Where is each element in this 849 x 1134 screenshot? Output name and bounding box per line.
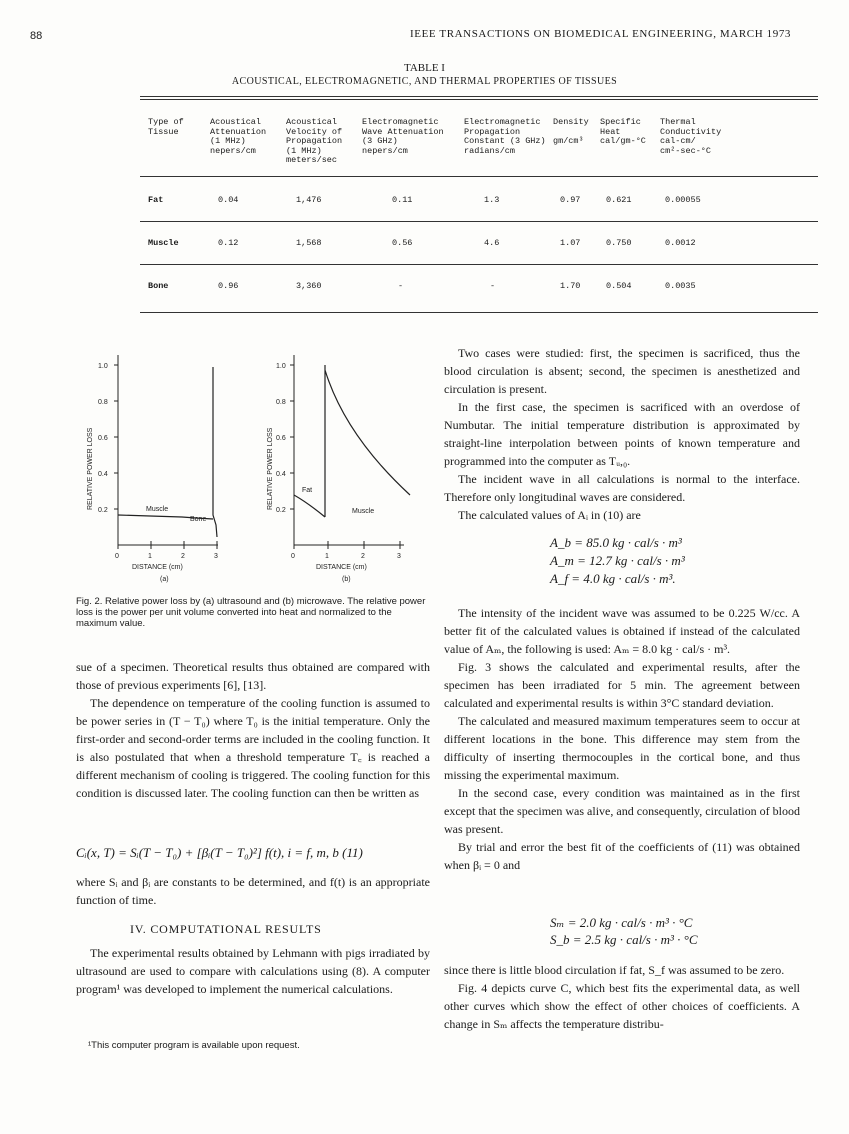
equation-sb: S_b = 2.5 kg · cal/s · m³ · °C [550,932,698,947]
paragraph: The experimental results obtained by Lehmann with pigs irradiated by ultrasound are used to compare with calculations using (8). A computer program¹ was developed to implement the numerical calculations. [76,946,430,996]
y-tick-label: 0.8 [98,399,108,406]
paragraph: The incident wave in all calculations is normal to the interface. Therefore only longitudinal waves are considered. [444,472,800,504]
right-column [444,344,800,524]
y-tick-label: 0.2 [98,507,108,514]
panel-b-label: (b) [342,576,351,583]
paragraph: Fig. 3 shows the calculated and experimental results, after the specimen has been irradiated for 5 min. The agreement between calculated and experimental results is within 3°C standard deviation. [444,660,800,710]
paragraph: The calculated values of Aᵢ in (10) are [458,508,641,522]
row-cell: 0.11 [392,195,413,205]
row-cell: 0.0012 [665,238,696,248]
col-header-specific-heat: Specific Heat cal/gm-°C [600,117,646,146]
row-cell: 1.07 [560,238,581,248]
panel-b-fat-curve [294,495,325,517]
paragraph: since there is little blood circulation if fat, S_f was assumed to be zero. [444,963,785,977]
row-cell: 4.6 [484,238,500,248]
equation-sm: Sₘ = 2.0 kg · cal/s · m³ · °C [550,915,693,930]
left-column-cont [76,873,430,909]
x-tick-label: 0 [291,553,295,560]
section-heading: IV. COMPUTATIONAL RESULTS [130,922,322,936]
row-cell: 0.97 [560,195,581,205]
paragraph: Two cases were studied: first, the specimen is sacrificed, thus the blood circulation is absent; second, the specimen is anesthetized and circulation is present. [444,346,800,396]
paragraph: The intensity of the incident wave was assumed to be 0.225 W/cc. A better fit of the calculated values is obtained if instead of the calculated value of Aₘ, the following is used: Aₘ = 8.0 kg · cal/s · m³. [444,606,800,656]
equation-ab: A_b = 85.0 kg · cal/s · m³ [550,535,682,550]
figure-2 [70,345,430,595]
right-column-cont [444,604,800,874]
paragraph: In the first case, the specimen is sacrificed with an overdose of Numbutar. The initial temperature distribution is approximated by straight-line interpolation between points of known temperature and programmed into the computer as Tᵤ,₀. [444,400,800,468]
y-axis-label-a: RELATIVE POWER LOSS [87,427,94,510]
equation-af: A_f = 4.0 kg · cal/s · m³. [550,571,676,586]
row-cell: 0.504 [606,281,632,291]
table-label: TABLE I [404,62,445,74]
row-rule [140,221,818,222]
x-axis-label-a: DISTANCE (cm) [132,564,183,571]
y-tick-label: 0.8 [276,399,286,406]
row-cell: 0.96 [218,281,239,291]
row-rule [140,264,818,265]
curve-label-fat-b: Fat [302,487,313,494]
col-header-em-propagation: Electromagnetic Propagation Constant (3 GHz) radians/cm [464,117,546,156]
col-header-density: Density gm/cm³ [553,117,589,146]
panel-b [290,355,410,549]
panel-a-bone-curve [213,367,217,537]
table-top-rule [140,96,818,97]
left-column-section [76,944,430,998]
row-cell: 0.0035 [665,281,696,291]
curve-label-bone-a: Bone [190,516,207,523]
x-tick-label: 3 [397,553,401,560]
paragraph: In the second case, every condition was maintained as in the first except that the specimen was alive, and consequently, circulation of blood was present. [444,786,800,836]
row-cell: - [490,281,496,291]
page-number: 88 [30,30,43,42]
equation-11: Cᵢ(x, T) = Sᵢ(T − T₀) + [βᵢ(T − T₀)²] f(t), i = f, m, b (11) [76,845,363,860]
col-header-conductivity: Thermal Conductivity cal-cm/ cm²-sec-°C [660,117,722,156]
y-tick-label: 0.2 [276,507,286,514]
row-cell: 0.621 [606,195,632,205]
row-cell: 1.70 [560,281,581,291]
paragraph: The dependence on temperature of the cooling function is assumed to be power series in (T − T₀) where T₀ is the initial temperature. Only the first-order and second-order terms are included in the cooling function. It is also postulated that when a threshold temperature T꜀ is reached a different mechanism of cooling is triggered. The cooling function for this condition is discussed later. The cooling function can then be written as [76,696,430,800]
row-cell: 0.04 [218,195,239,205]
paragraph: Fig. 4 depicts curve C, which best fits the experimental data, as well other curves which show the effect of other choices of coefficients. A change in Sₘ affects the temperature distribu- [444,981,800,1031]
right-column-end [444,961,800,1033]
row-cell: Bone [148,281,169,291]
row-cell: Muscle [148,238,179,248]
row-cell: Fat [148,195,164,205]
y-tick-label: 0.4 [98,471,108,478]
col-header-acoustic-velocity: Acoustical Velocity of Propagation (1 MHz) meters/sec [286,117,343,165]
y-tick-label: 1.0 [98,363,108,370]
y-tick-label: 0.6 [276,435,286,442]
col-header-acoustic-atten: Acoustical Attenuation (1 MHz) nepers/cm [210,117,267,156]
col-header-em-atten: Electromagnetic Wave Attenuation (3 GHz) nepers/cm [362,117,444,156]
figure-caption: Fig. 2. Relative power loss by (a) ultrasound and (b) microwave. The relative power loss is the power per unit volume converted into heat and normalized to the maximum value. [76,596,426,629]
paragraph: By trial and error the best fit of the coefficients of (11) was obtained when βᵢ = 0 and [444,840,800,872]
y-tick-label: 1.0 [276,363,286,370]
equation-am: A_m = 12.7 kg · cal/s · m³ [550,553,685,568]
x-tick-label: 1 [325,553,329,560]
x-tick-label: 2 [181,553,185,560]
panel-b-muscle-curve [325,365,410,517]
journal-header: IEEE TRANSACTIONS ON BIOMEDICAL ENGINEERING, MARCH 1973 [410,28,792,40]
curve-label-muscle-b: Muscle [352,508,375,515]
row-cell: 0.56 [392,238,413,248]
y-axis-label-b: RELATIVE POWER LOSS [267,427,274,510]
row-cell: 1.3 [484,195,500,205]
paragraph: sue of a specimen. Theoretical results thus obtained are compared with those of previous experiments [6], [13]. [76,660,430,692]
row-cell: 3,360 [296,281,322,291]
y-tick-label: 0.6 [98,435,108,442]
curve-label-muscle-a: Muscle [146,506,169,513]
left-column [76,658,430,802]
x-tick-label: 1 [148,553,152,560]
table-caption: ACOUSTICAL, ELECTROMAGNETIC, AND THERMAL PROPERTIES OF TISSUES [231,76,618,87]
row-cell: 0.00055 [665,195,701,205]
row-cell: 1,476 [296,195,322,205]
table-top-rule-2 [140,99,818,100]
panel-a-label: (a) [160,576,169,583]
x-tick-label: 0 [115,553,119,560]
footnote: ¹This computer program is available upon request. [88,1040,300,1051]
table-header-rule [140,176,818,177]
row-cell: 0.750 [606,238,632,248]
row-cell: - [398,281,404,291]
row-cell: 1,568 [296,238,322,248]
y-tick-label: 0.4 [276,471,286,478]
table-bottom-rule [140,312,818,313]
x-axis-label-b: DISTANCE (cm) [316,564,367,571]
row-cell: 0.12 [218,238,239,248]
x-tick-label: 3 [214,553,218,560]
x-tick-label: 2 [361,553,365,560]
paragraph: where Sᵢ and βᵢ are constants to be determined, and f(t) is an appropriate function of time. [76,875,430,907]
paragraph: The calculated and measured maximum temperatures seem to occur at different locations in the bone. This difference may stem from the difficulty of inserting thermocouples in the cortical bone, and thus missing the experimental maximum. [444,714,800,782]
col-header-type: Type of Tissue [148,117,184,137]
